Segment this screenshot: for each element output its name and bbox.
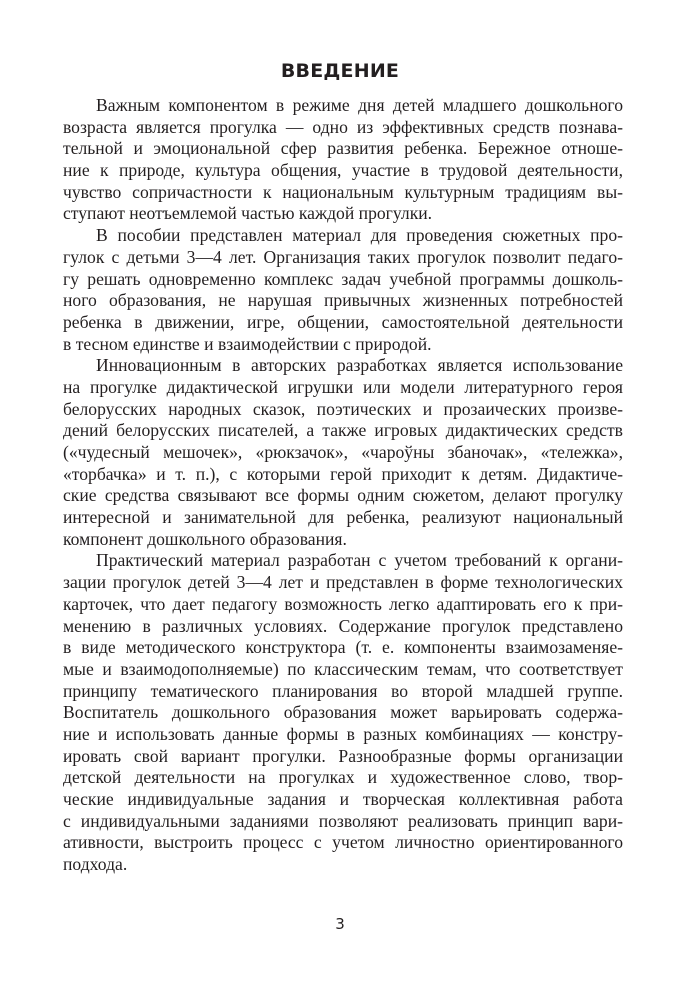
text-line: ческие индивидуальные задания и творческая коллективная работа bbox=[63, 789, 623, 809]
text-line: на прогулке дидактической игрушки или модели литературного героя bbox=[63, 376, 623, 397]
text-line: возраста является прогулка — одно из эффективных средств познава- bbox=[63, 116, 623, 137]
text-line: подхода. bbox=[63, 854, 128, 875]
text-line: интересной и занимательной для ребенка, реализуют национальный bbox=[63, 507, 623, 528]
body-text bbox=[63, 95, 623, 876]
text-line: компонент дошкольного образования. bbox=[63, 528, 347, 549]
text-line: дений белорусских писателей, а также игровых дидактических средств bbox=[63, 420, 623, 441]
text-line: тельной и эмоциональной сфер развития ребенка. Бережное отноше- bbox=[63, 138, 623, 159]
text-line: чувство сопричастности к национальным культурным традициям вы- bbox=[63, 181, 623, 202]
text-line: ного образования, не нарушая привычных жизненных потребностей bbox=[63, 290, 623, 311]
text-line: детской деятельности на прогулках и художественное слово, твор- bbox=[63, 767, 623, 788]
text-line: Практический материал разработан с учетом требований к органи- bbox=[96, 550, 623, 571]
text-line: Инновационным в авторских разработках является использование bbox=[96, 355, 623, 376]
text-line: ские средства связывают все формы одним сюжетом, делают прогулку bbox=[63, 485, 623, 506]
text-line: ступают неотъемлемой частью каждой прогулки. bbox=[63, 203, 433, 224]
text-line: гулок с детьми 3—4 лет. Организация таких прогулок позволит педаго- bbox=[63, 246, 623, 267]
text-line: карточек, что дает педагогу возможность легко адаптировать его к при- bbox=[63, 593, 623, 614]
paragraph bbox=[63, 550, 623, 875]
text-line: зации прогулок детей 3—4 лет и представлен в форме технологических bbox=[63, 572, 623, 593]
text-line: ировать свой вариант прогулки. Разнообразные формы организации bbox=[63, 745, 623, 766]
text-line: В пособии представлен материал для проведения сюжетных про- bbox=[96, 225, 623, 246]
paragraph bbox=[63, 95, 623, 225]
text-line: («чудесный мешочек», «рюкзачок», «чароўны збаночак», «тележка», bbox=[63, 442, 623, 462]
text-line: принципу тематического планирования во второй младшей группе. bbox=[63, 680, 623, 701]
text-line: ативности, выстроить процесс с учетом личностно ориентированного bbox=[63, 832, 623, 853]
text-line: ребенка в движении, игре, общении, самостоятельной деятельности bbox=[63, 311, 623, 332]
text-line: гу решать одновременно комплекс задач учебной программы дошколь- bbox=[63, 268, 623, 289]
text-line: менению в различных условиях. Содержание прогулок представлено bbox=[63, 615, 623, 636]
text-line: Воспитатель дошкольного образования может варьировать содержа- bbox=[63, 702, 623, 723]
page-title: ВВЕДЕНИЕ bbox=[280, 60, 400, 82]
text-line: белорусских народных сказок, поэтических и прозаических произве- bbox=[63, 398, 623, 419]
paragraph bbox=[63, 225, 623, 355]
text-line: Важным компонентом в режиме дня детей младшего дошкольного bbox=[96, 95, 623, 115]
text-line: мые и взаимодополняемые) по классическим темам, что соответствует bbox=[63, 658, 623, 679]
text-line: ние и использовать данные формы в разных комбинациях — констру- bbox=[63, 723, 623, 744]
text-line: в виде методического конструктора (т. е. компоненты взаимозаменяе- bbox=[63, 637, 623, 658]
page-number: 3 bbox=[335, 915, 345, 933]
text-line: с индивидуальными заданиями позволяют реализовать принцип вари- bbox=[63, 810, 623, 831]
text-line: в тесном единстве и взаимодействии с природой. bbox=[63, 333, 432, 354]
paragraph bbox=[63, 355, 623, 550]
text-line: «торбачка» и т. п.), с которыми герой приходит к детям. Дидактиче- bbox=[63, 463, 623, 484]
text-line: ние к природе, культура общения, участие в трудовой деятельности, bbox=[63, 160, 623, 181]
